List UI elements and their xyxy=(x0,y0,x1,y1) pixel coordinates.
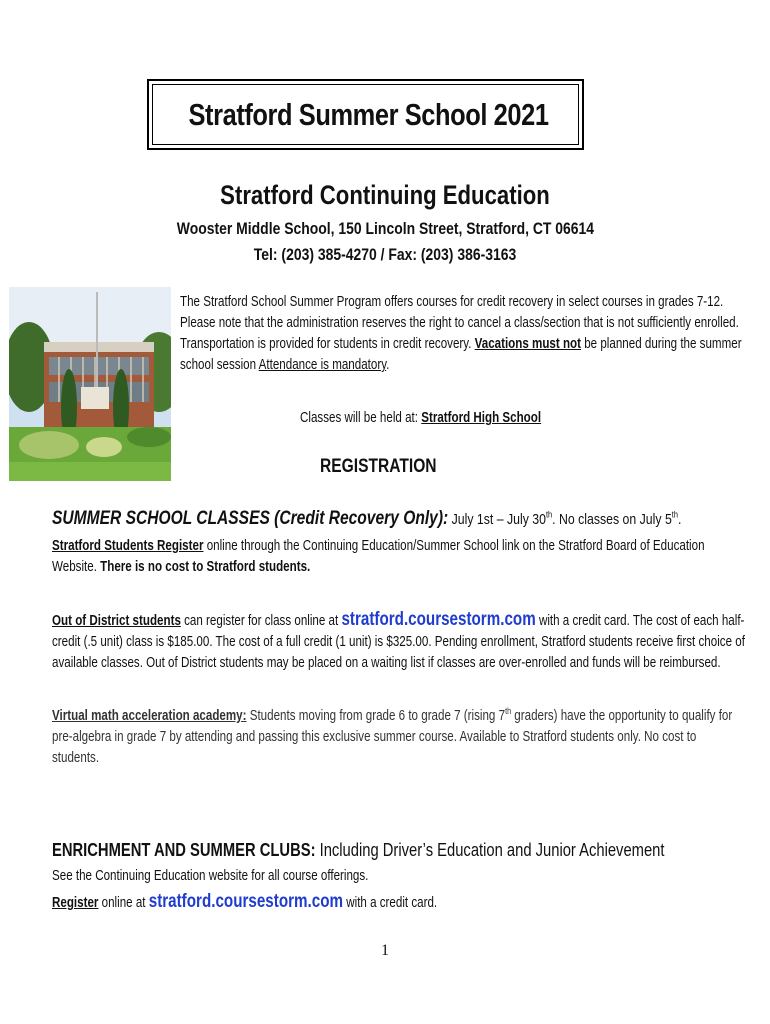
intro-line: The Stratford School Summer Program offers courses for credit recovery in select courses in grades 7-12. xyxy=(180,294,724,310)
enrichment-heading: ENRICHMENT AND SUMMER CLUBS: Including Driver’s Education and Junior Achievement xyxy=(52,840,665,860)
virtual-math-label: Virtual math acceleration academy: xyxy=(52,707,247,724)
enrichment-coursestorm-link[interactable]: stratford.coursestorm.com xyxy=(148,891,344,912)
page-title: Stratford Summer School 2021 xyxy=(188,97,549,132)
classes-location: Classes will be held at: Stratford High School xyxy=(300,410,542,426)
vacations-warning: Vacations must not xyxy=(474,336,582,352)
intro-paragraph xyxy=(180,292,760,376)
intro-line: school session Attendance is mandatory. xyxy=(180,357,390,373)
intro-line: Please note that the administration reserves the right to cancel a class/section that is not sufficiently enrolled. xyxy=(180,315,739,331)
title-box xyxy=(147,79,584,150)
page-number: 1 xyxy=(381,942,389,959)
stratford-register-label: Stratford Students Register xyxy=(52,538,204,554)
school-photo xyxy=(9,287,171,481)
intro-line: Transportation is provided for students in credit recovery. Vacations must not be planned during the summer xyxy=(180,336,742,352)
out-of-district-label: Out of District students xyxy=(52,613,181,629)
enrichment-paragraph: See the Continuing Education website for all course offerings. Register online at stratford.coursestorm.com with a credit card. xyxy=(52,868,438,912)
attendance-note: Attendance is mandatory xyxy=(258,357,387,373)
stratford-registration: Stratford Students Register online through the Continuing Education/Summer School link on the Stratford Board of Education Website. There is no cost to Stratford students. xyxy=(52,538,705,575)
org-name: Stratford Continuing Education xyxy=(220,180,550,210)
org-address: Wooster Middle School, 150 Lincoln Street, Stratford, CT 06614 xyxy=(176,219,594,238)
enrichment-register-label: Register xyxy=(52,895,99,911)
virtual-math-paragraph: Virtual math acceleration academy: Students moving from grade 6 to grade 7 (rising 7th graders) have the opportunity to qualify for pre-algebra in grade 7 by attending and passing this exclusive summer course. Available to Stratford students only. No cost to students. xyxy=(52,706,733,766)
org-phones: Tel: (203) 385-4270 / Fax: (203) 386-3163 xyxy=(253,245,517,264)
out-of-district-paragraph: Out of District students can register for class online at stratford.coursestorm.com with a credit card. The cost of each half- credit (.5 unit) class is $185.00. The cost of a full credit (1 unit) is $325.00. Pending enrollment, Stratford students receive first choice of available classes. Out of District students may be placed on a waiting list if classes are over-enrolled and funds will be reimbursed. xyxy=(52,609,745,671)
registration-heading: REGISTRATION xyxy=(320,456,437,477)
summer-classes-heading: SUMMER SCHOOL CLASSES (Credit Recovery Only): July 1st – July 30th. No classes on July 5th. xyxy=(52,508,682,529)
coursestorm-link[interactable]: stratford.coursestorm.com xyxy=(341,609,536,630)
location-name: Stratford High School xyxy=(421,410,542,426)
